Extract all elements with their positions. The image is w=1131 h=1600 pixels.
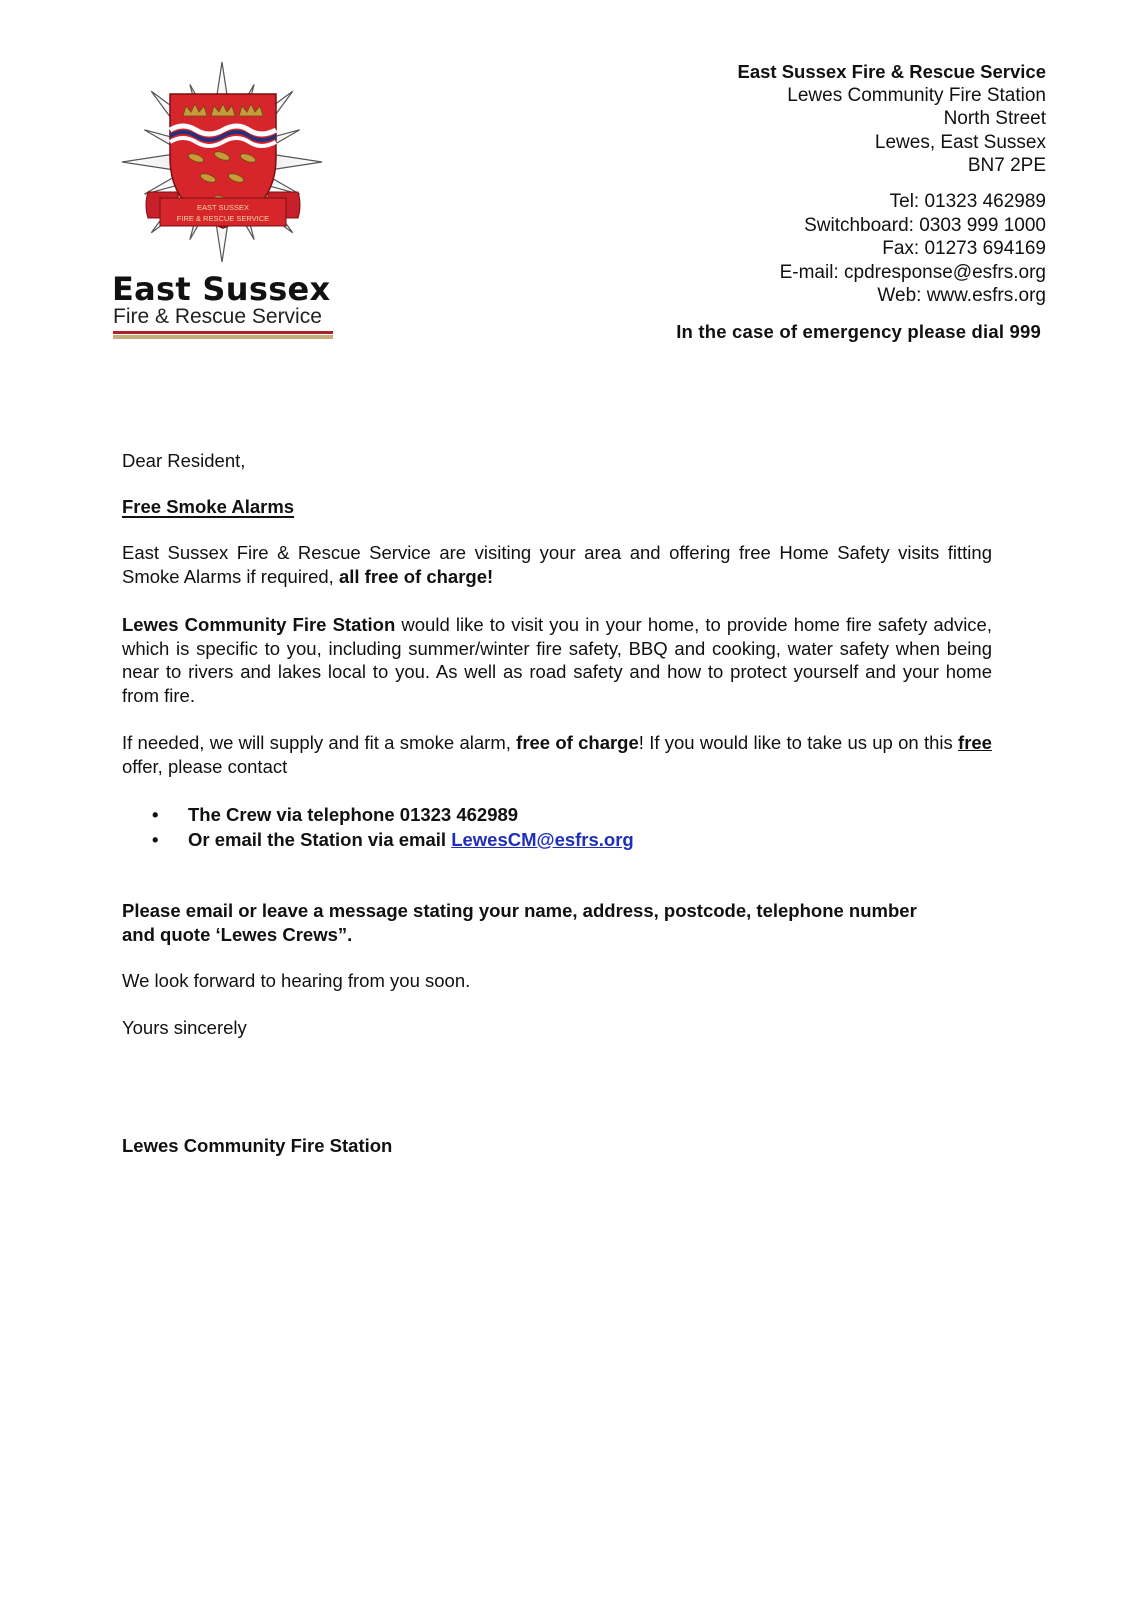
paragraph-text: If needed, we will supply and fit a smoke alarm, bbox=[122, 732, 517, 753]
list-item bbox=[150, 828, 634, 853]
closing: Yours sincerely bbox=[122, 1017, 247, 1038]
logo-rule-red bbox=[113, 331, 333, 334]
salutation: Dear Resident, bbox=[122, 450, 246, 471]
email-line: E-mail: cpdresponse@esfrs.org bbox=[779, 261, 1046, 283]
paragraph-bold: Lewes Community Fire Station bbox=[122, 614, 396, 635]
paragraph-bold: all free of charge! bbox=[338, 565, 494, 587]
org-name: East Sussex Fire & Rescue Service bbox=[737, 61, 1046, 82]
address-line: Lewes Community Fire Station bbox=[787, 84, 1046, 106]
crowns-icon bbox=[183, 104, 263, 116]
paragraph-instructions: Please email or leave a message stating your name, address, postcode, telephone number and quote ‘Lewes Crews”. bbox=[122, 900, 917, 945]
paragraph-closing-line: We look forward to hearing from you soon. bbox=[122, 970, 471, 991]
list-item bbox=[150, 803, 634, 828]
contact-email-text: Or email the Station via email bbox=[188, 828, 452, 850]
tel-line: Tel: 01323 462989 bbox=[889, 191, 1046, 212]
paragraph-text: offer, please contact bbox=[122, 755, 288, 777]
subject-heading: Free Smoke Alarms bbox=[122, 496, 295, 517]
logo-title: East Sussex bbox=[112, 270, 331, 308]
contact-phone: The Crew via telephone 01323 462989 bbox=[188, 804, 519, 825]
paragraph-text: would like to visit you in your home, to provide home fire safety advice, which is specific to you, including summer/winter fire safety, BBQ and cooking, water safety when being near to rivers and lakes local to you. As well as road safety and how to protect yourself and your home from fire. bbox=[122, 614, 992, 706]
sender-contact bbox=[780, 190, 1046, 308]
paragraph-bold-underlined: free bbox=[958, 732, 992, 753]
address-line: North Street bbox=[943, 108, 1046, 130]
paragraph-bold: free of charge bbox=[516, 732, 639, 753]
fax-line: Fax: 01273 694169 bbox=[882, 238, 1046, 260]
signature: Lewes Community Fire Station bbox=[122, 1135, 393, 1156]
bullet-icon: • bbox=[152, 828, 159, 850]
contact-list bbox=[150, 803, 634, 852]
email-link[interactable]: LewesCM@esfrs.org bbox=[451, 828, 634, 850]
paragraph-visit bbox=[122, 613, 992, 707]
paragraph-text: ! If you would like to take us up on this bbox=[638, 732, 959, 753]
web-line: Web: www.esfrs.org bbox=[877, 285, 1046, 307]
paragraph-intro bbox=[122, 541, 992, 588]
address-line: Lewes, East Sussex bbox=[874, 131, 1046, 153]
paragraph-text: East Sussex Fire & Rescue Service are visiting your area and offering free Home Safety visits fitting Smoke Alarms if required, bbox=[122, 542, 992, 587]
sender-address bbox=[737, 60, 1046, 178]
logo-subtitle: Fire & Rescue Service bbox=[113, 305, 322, 328]
switchboard-line: Switchboard: 0303 999 1000 bbox=[804, 214, 1046, 236]
address-line: BN7 2PE bbox=[967, 155, 1046, 177]
svg-text:FIRE & RESCUE SERVICE: FIRE & RESCUE SERVICE bbox=[176, 214, 270, 223]
bullet-icon: • bbox=[152, 804, 159, 825]
logo-rule-gold bbox=[113, 335, 333, 339]
paragraph-offer bbox=[122, 731, 992, 778]
fire-service-star-crest-icon bbox=[108, 58, 348, 273]
emergency-notice: In the case of emergency please dial 999 bbox=[676, 321, 1041, 342]
svg-text:EAST SUSSEX: EAST SUSSEX bbox=[197, 203, 249, 212]
